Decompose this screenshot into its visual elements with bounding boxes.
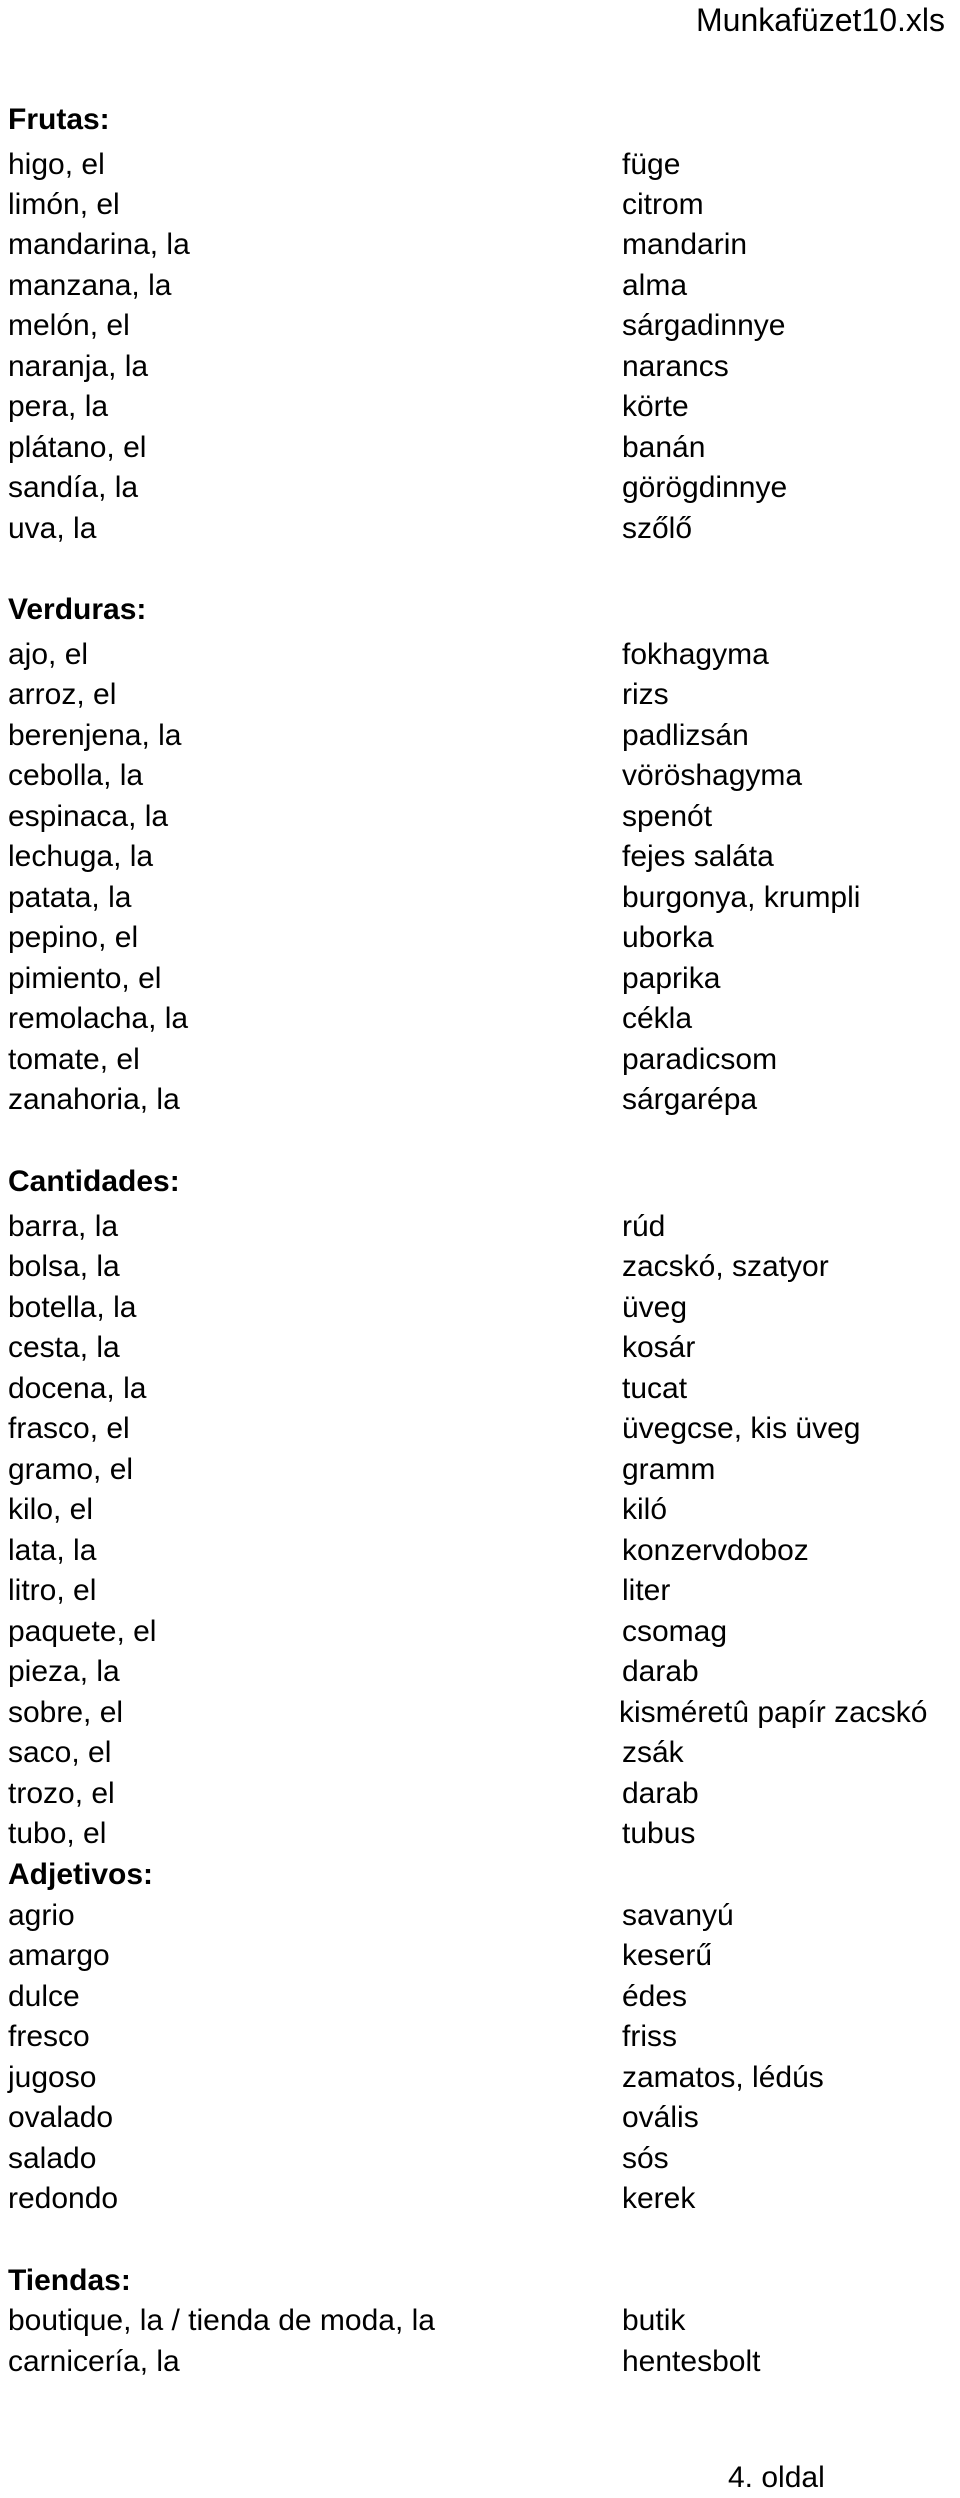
vocab-row	[0, 2301, 960, 2341]
hungarian-word: fejes saláta	[622, 840, 774, 873]
spanish-word: paquete, el	[8, 1615, 157, 1648]
section-title: Cantidades:	[8, 1165, 180, 1198]
hungarian-word: darab	[622, 1777, 699, 1810]
spanish-word: berenjena, la	[8, 719, 182, 752]
vocab-row	[0, 266, 960, 306]
spanish-word: barra, la	[8, 1210, 119, 1243]
vocab-row	[0, 918, 960, 958]
hungarian-word: liter	[622, 1574, 671, 1607]
vocab-row	[0, 1328, 960, 1368]
hungarian-word: zacskó, szatyor	[622, 1250, 829, 1283]
spanish-word: naranja, la	[8, 350, 149, 383]
vocab-row	[0, 1490, 960, 1530]
hungarian-word: üveg	[622, 1291, 688, 1324]
vocab-row	[0, 185, 960, 225]
spanish-word: pimiento, el	[8, 962, 162, 995]
vocab-row	[0, 1693, 960, 1733]
spanish-word: ajo, el	[8, 638, 89, 671]
spanish-word: boutique, la / tienda de moda, la	[8, 2304, 435, 2337]
spanish-word: kilo, el	[8, 1493, 94, 1526]
vocab-row	[0, 878, 960, 918]
vocab-row	[0, 387, 960, 427]
hungarian-word: rizs	[622, 678, 669, 711]
hungarian-word: füge	[622, 148, 681, 181]
hungarian-word: körte	[622, 390, 689, 423]
hungarian-word: hentesbolt	[622, 2345, 761, 2378]
hungarian-word: sárgarépa	[622, 1083, 758, 1116]
spanish-word: arroz, el	[8, 678, 117, 711]
hungarian-word: butik	[622, 2304, 686, 2337]
spanish-word: plátano, el	[8, 431, 147, 464]
hungarian-word: citrom	[622, 188, 704, 221]
spanish-word: amargo	[8, 1939, 110, 1972]
spanish-word: higo, el	[8, 148, 105, 181]
vocab-row	[0, 635, 960, 675]
spanish-word: bolsa, la	[8, 1250, 120, 1283]
hungarian-word: banán	[622, 431, 706, 464]
spanish-word: ovalado	[8, 2101, 114, 2134]
vocab-row	[0, 2342, 960, 2382]
hungarian-word: zsák	[622, 1736, 684, 1769]
spanish-word: trozo, el	[8, 1777, 115, 1810]
hungarian-word: padlizsán	[622, 719, 749, 752]
spanish-word: docena, la	[8, 1372, 147, 1405]
hungarian-word: paprika	[622, 962, 721, 995]
hungarian-word: sárgadinnye	[622, 309, 786, 342]
hungarian-word: szőlő	[622, 512, 693, 545]
section-heading-frutas	[0, 100, 960, 140]
hungarian-word: fokhagyma	[622, 638, 769, 671]
hungarian-word: kerek	[622, 2182, 696, 2215]
vocab-row	[0, 1247, 960, 1287]
vocab-row	[0, 1369, 960, 1409]
vocab-row	[0, 145, 960, 185]
vocab-row	[0, 306, 960, 346]
section-title: Frutas:	[8, 103, 110, 136]
vocab-row	[0, 1571, 960, 1611]
hungarian-word: konzervdoboz	[622, 1534, 809, 1567]
page-number: 4. oldal	[728, 2461, 825, 2494]
hungarian-word: uborka	[622, 921, 714, 954]
vocab-row	[0, 1080, 960, 1120]
hungarian-word: kiló	[622, 1493, 668, 1526]
hungarian-word: gramm	[622, 1453, 716, 1486]
vocab-row	[0, 2017, 960, 2057]
section-heading-verduras	[0, 590, 960, 630]
hungarian-word: keserű	[622, 1939, 713, 1972]
vocab-row	[0, 1288, 960, 1328]
section-heading-tiendas	[0, 2261, 960, 2301]
hungarian-word: tubus	[622, 1817, 696, 1850]
spanish-word: fresco	[8, 2020, 90, 2053]
spanish-word: salado	[8, 2142, 97, 2175]
hungarian-word: csomag	[622, 1615, 728, 1648]
spanish-word: tubo, el	[8, 1817, 107, 1850]
spanish-word: gramo, el	[8, 1453, 134, 1486]
section-heading-cantidades	[0, 1162, 960, 1202]
spanish-word: dulce	[8, 1980, 80, 2013]
hungarian-word: görögdinnye	[622, 471, 788, 504]
spanish-word: sobre, el	[8, 1696, 124, 1729]
hungarian-word: cékla	[622, 1002, 693, 1035]
spanish-word: cesta, la	[8, 1331, 120, 1364]
vocab-row	[0, 2139, 960, 2179]
vocab-row	[0, 1040, 960, 1080]
vocab-row	[0, 1207, 960, 1247]
vocab-row	[0, 675, 960, 715]
spanish-word: redondo	[8, 2182, 119, 2215]
hungarian-word: ovális	[622, 2101, 699, 2134]
section-title: Adjetivos:	[8, 1858, 154, 1891]
vocab-row	[0, 225, 960, 265]
spanish-word: lechuga, la	[8, 840, 154, 873]
spanish-word: carnicería, la	[8, 2345, 180, 2378]
vocab-row	[0, 1612, 960, 1652]
hungarian-word: mandarin	[622, 228, 748, 261]
hungarian-word: darab	[622, 1655, 699, 1688]
hungarian-word: friss	[622, 2020, 677, 2053]
section-title: Verduras:	[8, 593, 147, 626]
vocab-row	[0, 837, 960, 877]
section-title: Tiendas:	[8, 2264, 131, 2297]
hungarian-word: vöröshagyma	[622, 759, 803, 792]
vocab-row	[0, 1733, 960, 1773]
spanish-word: pera, la	[8, 390, 109, 423]
spanish-word: sandía, la	[8, 471, 139, 504]
vocab-row	[0, 1652, 960, 1692]
hungarian-word: burgonya, krumpli	[622, 881, 861, 914]
vocab-row	[0, 2058, 960, 2098]
vocab-row	[0, 509, 960, 549]
vocab-row	[0, 428, 960, 468]
vocab-row	[0, 1896, 960, 1936]
spanish-word: agrio	[8, 1899, 75, 1932]
hungarian-word: sós	[622, 2142, 669, 2175]
file-name: Munkafüzet10.xls	[695, 2, 945, 38]
hungarian-word: alma	[622, 269, 688, 302]
vocab-row	[0, 1977, 960, 2017]
vocab-row	[0, 2179, 960, 2219]
spanish-word: litro, el	[8, 1574, 97, 1607]
spanish-word: saco, el	[8, 1736, 112, 1769]
vocab-row	[0, 797, 960, 837]
section-heading-adjetivos	[0, 1855, 960, 1895]
hungarian-word: zamatos, lédús	[622, 2061, 824, 2094]
hungarian-word: spenót	[622, 800, 713, 833]
vocab-row	[0, 716, 960, 756]
hungarian-word: kisméretû papír zacskó	[619, 1696, 928, 1729]
spanish-word: limón, el	[8, 188, 120, 221]
spanish-word: remolacha, la	[8, 1002, 189, 1035]
spanish-word: lata, la	[8, 1534, 97, 1567]
spanish-word: pieza, la	[8, 1655, 120, 1688]
vocab-row	[0, 1774, 960, 1814]
spanish-word: uva, la	[8, 512, 97, 545]
hungarian-word: savanyú	[622, 1899, 734, 1932]
hungarian-word: rúd	[622, 1210, 666, 1243]
spanish-word: cebolla, la	[8, 759, 144, 792]
hungarian-word: üvegcse, kis üveg	[622, 1412, 861, 1445]
spanish-word: zanahoria, la	[8, 1083, 180, 1116]
vocab-row	[0, 1814, 960, 1854]
vocab-row	[0, 1531, 960, 1571]
spanish-word: jugoso	[8, 2061, 97, 2094]
vocab-row	[0, 959, 960, 999]
spanish-word: melón, el	[8, 309, 130, 342]
vocab-row	[0, 347, 960, 387]
spanish-word: pepino, el	[8, 921, 139, 954]
vocab-row	[0, 1936, 960, 1976]
hungarian-word: narancs	[622, 350, 729, 383]
hungarian-word: paradicsom	[622, 1043, 778, 1076]
hungarian-word: édes	[622, 1980, 688, 2013]
spanish-word: manzana, la	[8, 269, 172, 302]
vocab-row	[0, 1409, 960, 1449]
spanish-word: frasco, el	[8, 1412, 130, 1445]
vocab-row	[0, 2098, 960, 2138]
spanish-word: mandarina, la	[8, 228, 190, 261]
spanish-word: tomate, el	[8, 1043, 140, 1076]
hungarian-word: tucat	[622, 1372, 688, 1405]
vocab-row	[0, 468, 960, 508]
spanish-word: patata, la	[8, 881, 132, 914]
vocab-row	[0, 1450, 960, 1490]
spanish-word: espinaca, la	[8, 800, 169, 833]
spanish-word: botella, la	[8, 1291, 137, 1324]
vocab-row	[0, 999, 960, 1039]
hungarian-word: kosár	[622, 1331, 696, 1364]
vocab-row	[0, 756, 960, 796]
